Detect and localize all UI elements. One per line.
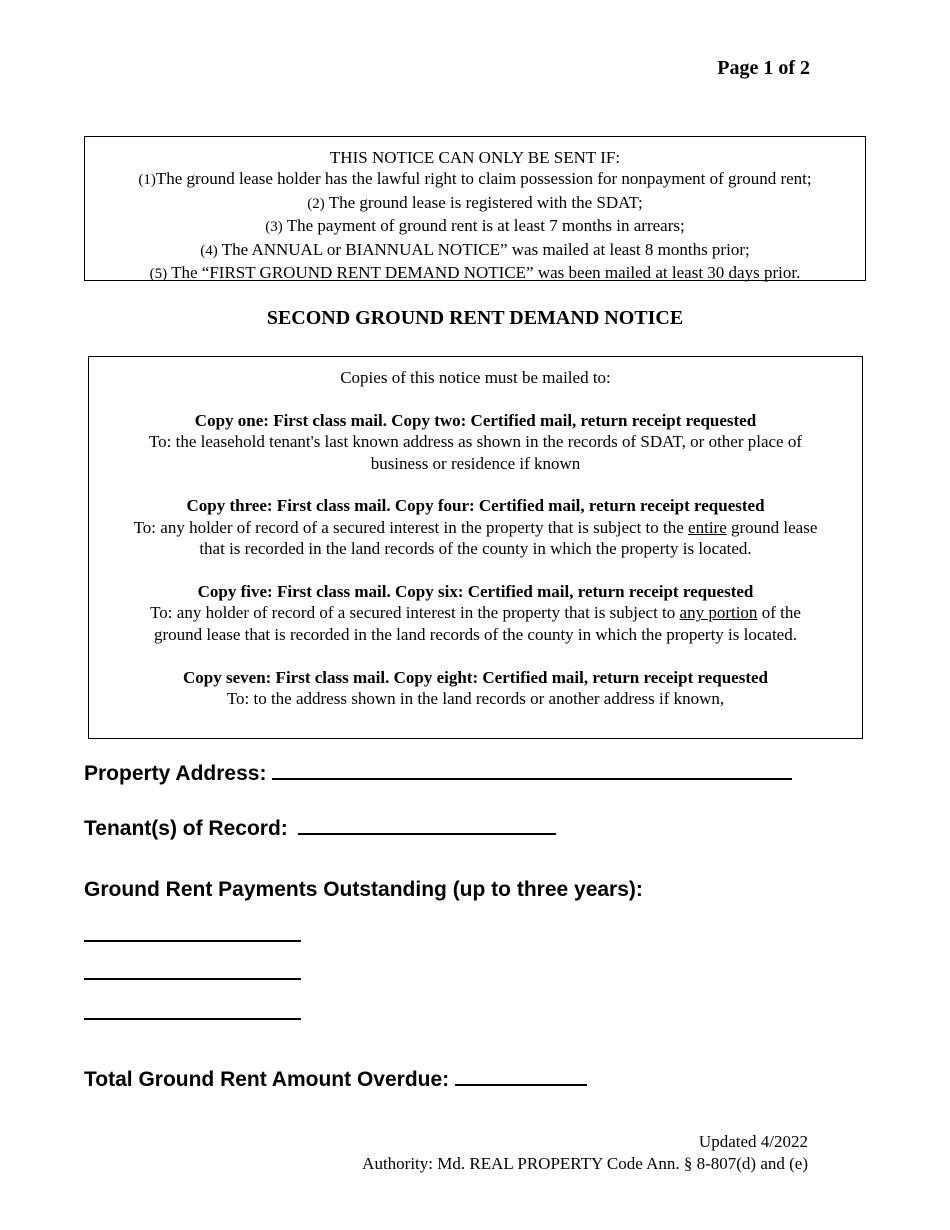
copy-group-heading: Copy five: First class mail. Copy six: Certified mail, return receipt requested (197, 582, 754, 602)
emphasis-underline: any portion (679, 603, 758, 623)
updated-date: Updated 4/2022 (698, 1132, 808, 1151)
condition-text: The “FIRST GROUND RENT DEMAND NOTICE” was been mailed at least 30 days prior. (167, 263, 801, 283)
copy-group-text: To: any holder of record of a secured interest in the property that is subject to any portion of the (150, 603, 801, 623)
copy-group-text: To: to the address shown in the land records or another address if known, (226, 689, 725, 709)
tenants-input[interactable] (298, 833, 556, 835)
copy-group-heading: Copy one: First class mail. Copy two: Certified mail, return receipt requested (194, 410, 757, 430)
copy-group-text: business or residence if known (370, 453, 581, 473)
total-overdue-label: Total Ground Rent Amount Overdue: (84, 1068, 450, 1091)
condition-number: (2) (307, 195, 325, 212)
tenants-label: Tenant(s) of Record: (84, 817, 288, 840)
total-overdue-input[interactable] (455, 1084, 587, 1086)
copy-group-heading: Copy three: First class mail. Copy four: Certified mail, return receipt requested (186, 496, 765, 516)
page-number: Page 1 of 2 (717, 57, 810, 79)
condition-item (85, 192, 865, 215)
condition-text: The ground lease holder has the lawful right to claim possession for nonpayment of ground rent; (155, 169, 812, 189)
spacer (97, 388, 854, 409)
condition-item (85, 215, 865, 238)
spacer (97, 645, 854, 666)
condition-text: The ground lease is registered with the SDAT; (324, 192, 643, 212)
condition-number: (5) (149, 266, 168, 283)
spacer (97, 474, 854, 495)
property-address-field (84, 762, 792, 786)
property-address-input[interactable] (272, 778, 792, 780)
notice-title: SECOND GROUND RENT DEMAND NOTICE (266, 307, 684, 329)
condition-text: The payment of ground rent is at least 7 months in arrears; (282, 216, 685, 236)
copy-group-text: To: the leasehold tenant's last known address as shown in the records of SDAT, or other place of (148, 432, 803, 452)
condition-item (85, 262, 865, 285)
condition-number: (4) (200, 242, 218, 259)
payment-line-2[interactable] (84, 978, 301, 980)
spacer (97, 560, 854, 581)
copy-group-text: ground lease that is recorded in the land records of the county in which the property is located. (154, 624, 797, 644)
emphasis-underline: entire (688, 517, 727, 537)
payment-line-3[interactable] (84, 1018, 301, 1020)
conditions-box (84, 136, 866, 281)
conditions-heading: THIS NOTICE CAN ONLY BE SENT IF: (329, 148, 621, 167)
condition-item (85, 239, 865, 262)
condition-number: (3) (265, 219, 283, 236)
copy-group-text: To: any holder of record of a secured interest in the property that is subject to the entire ground lease (133, 517, 818, 537)
authority-citation: Authority: Md. REAL PROPERTY Code Ann. § 8-807(d) and (e) (362, 1154, 808, 1173)
copies-box (88, 356, 863, 739)
property-address-label: Property Address: (84, 762, 267, 785)
condition-number: (1) (138, 172, 156, 189)
payment-line-1[interactable] (84, 940, 301, 942)
copies-intro: Copies of this notice must be mailed to: (340, 368, 611, 387)
copy-group-heading: Copy seven: First class mail. Copy eight: Certified mail, return receipt requested (183, 667, 768, 687)
tenants-field (84, 817, 556, 841)
total-overdue-field (84, 1068, 587, 1092)
payments-label: Ground Rent Payments Outstanding (up to three years): (84, 878, 643, 901)
condition-text: The ANNUAL or BIANNUAL NOTICE” was mailed at least 8 months prior; (217, 239, 750, 259)
copy-group-text: that is recorded in the land records of the county in which the property is located. (199, 539, 752, 559)
condition-item (85, 168, 865, 191)
